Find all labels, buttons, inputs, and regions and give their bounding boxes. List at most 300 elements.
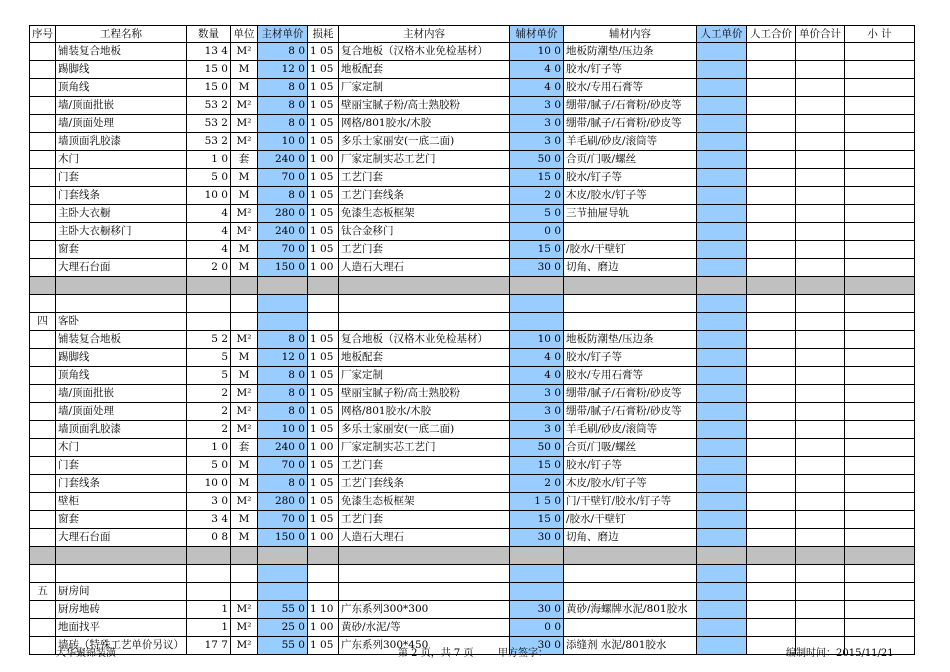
cell-loss: 1 05: [308, 97, 339, 115]
cell-labor-total: [747, 403, 796, 421]
cell-name: 铺装复合地板: [56, 43, 187, 61]
cell-seq: 五: [30, 583, 56, 601]
cell-loss: 1 05: [308, 61, 339, 79]
cell-labor-total: [747, 133, 796, 151]
cell-loss: 1 00: [308, 619, 339, 637]
cell-main-content: 地板配套: [339, 61, 510, 79]
cell-unit-total: [796, 151, 845, 169]
cell-subtotal: [845, 205, 915, 223]
cell-unit: M²: [231, 331, 258, 349]
table-row: [30, 349, 915, 367]
header-unit: 单位: [231, 26, 258, 43]
cell-qty: [187, 565, 231, 583]
cell-aux-content: 黄砂/海螺牌水泥/801胶水: [564, 601, 697, 619]
cell-labor-price: [697, 151, 747, 169]
cell-loss: [308, 295, 339, 313]
cell-labor-total: [747, 187, 796, 205]
cell-seq: [30, 601, 56, 619]
cell-loss: 1 10: [308, 601, 339, 619]
cell-unit-total: [796, 187, 845, 205]
cell-unit-total: [796, 295, 845, 313]
cell-unit: [231, 547, 258, 565]
cell-main-content: 免漆生态板框架: [339, 493, 510, 511]
cell-main-content: 网格/801胶水/木胶: [339, 115, 510, 133]
cell-unit-total: [796, 259, 845, 277]
cell-aux-content: [564, 313, 697, 331]
cell-seq: [30, 367, 56, 385]
cell-seq: [30, 133, 56, 151]
cell-seq: [30, 331, 56, 349]
cell-unit-total: [796, 367, 845, 385]
section-row: [30, 583, 915, 601]
cell-aux-content: 绷带/腻子/石膏粉/砂皮等: [564, 115, 697, 133]
cell-main-price: 25 0: [258, 619, 308, 637]
cell-main-content: 复合地板（汉格木业免检基材）: [339, 331, 510, 349]
cell-labor-total: [747, 367, 796, 385]
cell-labor-price: [697, 583, 747, 601]
cell-unit-total: [796, 601, 845, 619]
cell-aux-content: 门/干壁钉/胶水/钉子等: [564, 493, 697, 511]
cell-labor-price: [697, 565, 747, 583]
cell-subtotal: [845, 151, 915, 169]
cell-main-content: 工艺门套: [339, 241, 510, 259]
cell-main-content: 厂家定制实芯工艺门: [339, 151, 510, 169]
cell-aux-content: 切角、磨边: [564, 529, 697, 547]
cell-labor-price: [697, 601, 747, 619]
cell-seq: [30, 169, 56, 187]
table-row: [30, 79, 915, 97]
cell-labor-price: [697, 331, 747, 349]
cell-seq: [30, 547, 56, 565]
cell-name: 主卧大衣橱移门: [56, 223, 187, 241]
cell-subtotal: [845, 331, 915, 349]
cell-aux-price: 3 0: [510, 403, 564, 421]
cell-main-price: [258, 565, 308, 583]
cell-seq: [30, 205, 56, 223]
cell-name: 主卧大衣橱: [56, 205, 187, 223]
cell-main-price: [258, 277, 308, 295]
cell-unit: M²: [231, 637, 258, 655]
cell-main-price: 8 0: [258, 385, 308, 403]
cell-qty: 5 0: [187, 457, 231, 475]
cell-unit: M: [231, 457, 258, 475]
cell-labor-price: [697, 61, 747, 79]
cell-labor-total: [747, 547, 796, 565]
cell-aux-content: 木皮/胶水/钉子等: [564, 475, 697, 493]
cell-unit-total: [796, 529, 845, 547]
cell-seq: [30, 151, 56, 169]
table-row: [30, 97, 915, 115]
cell-main-price: 240 0: [258, 439, 308, 457]
cell-main-content: 多乐士家丽安(一底二面): [339, 133, 510, 151]
table-row: [30, 601, 915, 619]
cell-name: 墙/顶面处理: [56, 403, 187, 421]
cell-loss: 1 05: [308, 43, 339, 61]
cell-aux-content: 地板防潮垫/压边条: [564, 331, 697, 349]
cell-subtotal: [845, 493, 915, 511]
cell-unit-total: [796, 43, 845, 61]
cell-labor-total: [747, 439, 796, 457]
cell-loss: [308, 313, 339, 331]
table-row: [30, 205, 915, 223]
cell-main-price: 10 0: [258, 133, 308, 151]
cell-labor-total: [747, 475, 796, 493]
cell-unit: M: [231, 367, 258, 385]
cell-main-price: 280 0: [258, 205, 308, 223]
cell-aux-content: 三节抽屉导轨: [564, 205, 697, 223]
cell-labor-total: [747, 565, 796, 583]
cell-labor-total: [747, 529, 796, 547]
cell-main-content: [339, 313, 510, 331]
cell-loss: [308, 547, 339, 565]
cell-aux-content: 木皮/胶水/钉子等: [564, 187, 697, 205]
cell-subtotal: [845, 619, 915, 637]
cell-labor-price: [697, 349, 747, 367]
cell-aux-content: 胶水/专用石膏等: [564, 367, 697, 385]
cell-loss: 1 00: [308, 439, 339, 457]
cell-aux-price: 50 0: [510, 151, 564, 169]
cell-unit-total: [796, 565, 845, 583]
cell-name: 地面找平: [56, 619, 187, 637]
cell-qty: 5 0: [187, 169, 231, 187]
cell-unit-total: [796, 385, 845, 403]
cell-main-price: 12 0: [258, 349, 308, 367]
cell-labor-price: [697, 385, 747, 403]
cell-qty: [187, 295, 231, 313]
cell-main-price: 8 0: [258, 187, 308, 205]
cell-labor-price: [697, 421, 747, 439]
table-row: [30, 475, 915, 493]
cell-subtotal: [845, 295, 915, 313]
cell-unit-total: [796, 223, 845, 241]
table-row: [30, 439, 915, 457]
cell-subtotal: [845, 277, 915, 295]
table-row: [30, 43, 915, 61]
cell-aux-price: 4 0: [510, 349, 564, 367]
cell-aux-content: [564, 295, 697, 313]
cell-aux-price: 10 0: [510, 43, 564, 61]
cell-aux-price: [510, 277, 564, 295]
cell-main-price: 70 0: [258, 511, 308, 529]
cell-unit: M²: [231, 97, 258, 115]
cell-aux-price: 1 5 0: [510, 493, 564, 511]
cell-unit-total: [796, 61, 845, 79]
cell-labor-total: [747, 43, 796, 61]
cell-subtotal: [845, 313, 915, 331]
footer-sign: 甲方签字：: [498, 648, 548, 659]
cell-labor-total: [747, 601, 796, 619]
cell-seq: [30, 565, 56, 583]
cell-subtotal: [845, 259, 915, 277]
cell-main-price: [258, 313, 308, 331]
cell-name: [56, 277, 187, 295]
header-aux-content: 辅材内容: [564, 26, 697, 43]
cell-seq: [30, 259, 56, 277]
cell-name: 窗套: [56, 511, 187, 529]
cell-unit-total: [796, 277, 845, 295]
cell-main-content: 网格/801胶水/木胶: [339, 403, 510, 421]
cell-aux-price: 5 0: [510, 205, 564, 223]
table-row: [30, 259, 915, 277]
cell-loss: 1 05: [308, 385, 339, 403]
cell-subtotal: [845, 223, 915, 241]
cell-labor-price: [697, 115, 747, 133]
cell-aux-price: 15 0: [510, 457, 564, 475]
cell-subtotal: [845, 529, 915, 547]
cell-loss: 1 05: [308, 457, 339, 475]
table-row: [30, 457, 915, 475]
cell-unit-total: [796, 97, 845, 115]
cell-qty: 1: [187, 601, 231, 619]
cell-qty: 1 0: [187, 151, 231, 169]
cell-unit: M: [231, 259, 258, 277]
cell-aux-price: 10 0: [510, 331, 564, 349]
cell-qty: 1 0: [187, 439, 231, 457]
cell-unit: M²: [231, 43, 258, 61]
header-main-content: 主材内容: [339, 26, 510, 43]
cell-unit-total: [796, 79, 845, 97]
cell-main-price: 240 0: [258, 223, 308, 241]
cell-name: 顶角线: [56, 367, 187, 385]
spacer-row: [30, 565, 915, 583]
cell-aux-content: 绷带/腻子/石膏粉/砂皮等: [564, 97, 697, 115]
cell-name: 墙/顶面批嵌: [56, 385, 187, 403]
cell-unit-total: [796, 331, 845, 349]
cell-name: 门套: [56, 169, 187, 187]
cell-subtotal: [845, 439, 915, 457]
cell-qty: [187, 277, 231, 295]
cell-subtotal: [845, 403, 915, 421]
cell-aux-content: 胶水/钉子等: [564, 169, 697, 187]
cell-labor-total: [747, 331, 796, 349]
cell-main-content: 复合地板（汉格木业免检基材）: [339, 43, 510, 61]
cell-seq: [30, 439, 56, 457]
cell-main-content: 工艺门套线条: [339, 187, 510, 205]
cell-labor-price: [697, 169, 747, 187]
cell-labor-price: [697, 475, 747, 493]
cell-unit-total: [796, 493, 845, 511]
cell-aux-content: 添缝剂 水泥/801胶水: [564, 637, 697, 655]
cell-subtotal: [845, 115, 915, 133]
header-row: [30, 26, 915, 43]
cell-qty: 2: [187, 385, 231, 403]
cell-labor-total: [747, 223, 796, 241]
header-labor-total: 人工合价: [747, 26, 796, 43]
cell-aux-price: 15 0: [510, 241, 564, 259]
cell-aux-price: [510, 313, 564, 331]
cell-labor-total: [747, 115, 796, 133]
cell-labor-price: [697, 97, 747, 115]
table-row: [30, 367, 915, 385]
cell-main-price: 55 0: [258, 637, 308, 655]
header-seq: 序号: [30, 26, 56, 43]
cell-loss: 1 05: [308, 115, 339, 133]
cell-unit: M: [231, 187, 258, 205]
cell-labor-total: [747, 205, 796, 223]
cell-name: 厨房地砖: [56, 601, 187, 619]
cell-aux-price: [510, 295, 564, 313]
cell-unit: M²: [231, 619, 258, 637]
footer-date: 编制时间：2015/11/21: [786, 648, 894, 659]
cell-aux-price: 2 0: [510, 475, 564, 493]
cell-labor-price: [697, 79, 747, 97]
cell-loss: 1 00: [308, 151, 339, 169]
cell-aux-content: [564, 277, 697, 295]
cell-aux-content: 合页/门吸/螺丝: [564, 439, 697, 457]
cell-qty: 15 0: [187, 61, 231, 79]
cell-main-price: 10 0: [258, 421, 308, 439]
cell-labor-total: [747, 61, 796, 79]
cell-loss: 1 05: [308, 241, 339, 259]
cell-name: 墙砖（特殊工艺单价另议）: [56, 637, 187, 655]
cell-aux-price: 30 0: [510, 601, 564, 619]
cell-loss: 1 05: [308, 349, 339, 367]
cell-unit: [231, 313, 258, 331]
cell-main-content: 厂家定制: [339, 79, 510, 97]
cell-main-content: [339, 565, 510, 583]
cell-qty: 53 2: [187, 115, 231, 133]
cell-labor-price: [697, 223, 747, 241]
cell-seq: [30, 403, 56, 421]
cell-seq: [30, 79, 56, 97]
cell-main-content: 广东系列300*450: [339, 637, 510, 655]
header-aux-price: 辅材单价: [510, 26, 564, 43]
cell-loss: 1 05: [308, 331, 339, 349]
cell-labor-price: [697, 367, 747, 385]
cell-labor-total: [747, 457, 796, 475]
cell-qty: 5 2: [187, 331, 231, 349]
cell-labor-price: [697, 259, 747, 277]
cell-labor-price: [697, 313, 747, 331]
cell-aux-price: 4 0: [510, 61, 564, 79]
cell-subtotal: [845, 79, 915, 97]
cell-subtotal: [845, 583, 915, 601]
cell-aux-price: 0 0: [510, 223, 564, 241]
cell-seq: [30, 493, 56, 511]
cell-main-price: 150 0: [258, 259, 308, 277]
cell-aux-content: 胶水/专用石膏等: [564, 79, 697, 97]
cell-aux-price: [510, 583, 564, 601]
cell-main-price: [258, 295, 308, 313]
cell-name: 顶角线: [56, 79, 187, 97]
cell-qty: 2 0: [187, 259, 231, 277]
cell-name: 窗套: [56, 241, 187, 259]
cell-subtotal: [845, 601, 915, 619]
cell-name: 墙/顶面处理: [56, 115, 187, 133]
cell-qty: 53 2: [187, 133, 231, 151]
cell-unit-total: [796, 115, 845, 133]
cell-name: 踢脚线: [56, 61, 187, 79]
cell-main-content: 多乐士家丽安(一底二面): [339, 421, 510, 439]
cell-unit: [231, 565, 258, 583]
cell-aux-price: 30 0: [510, 529, 564, 547]
cell-unit-total: [796, 349, 845, 367]
cell-main-content: 工艺门套: [339, 457, 510, 475]
header-qty: 数量: [187, 26, 231, 43]
cell-main-price: 8 0: [258, 43, 308, 61]
cell-main-price: 70 0: [258, 457, 308, 475]
cell-unit: [231, 295, 258, 313]
cell-main-content: [339, 547, 510, 565]
cell-labor-total: [747, 79, 796, 97]
cell-unit: 套: [231, 151, 258, 169]
cell-labor-total: [747, 259, 796, 277]
cell-qty: [187, 583, 231, 601]
cell-name: 木门: [56, 439, 187, 457]
cell-labor-price: [697, 205, 747, 223]
cell-labor-price: [697, 403, 747, 421]
cell-unit-total: [796, 403, 845, 421]
cell-aux-price: 30 0: [510, 259, 564, 277]
cell-labor-price: [697, 619, 747, 637]
cell-qty: 53 2: [187, 97, 231, 115]
cell-subtotal: [845, 169, 915, 187]
cell-aux-price: 15 0: [510, 169, 564, 187]
cell-unit: M²: [231, 403, 258, 421]
cell-aux-price: 3 0: [510, 115, 564, 133]
cell-main-price: 8 0: [258, 115, 308, 133]
cell-subtotal: [845, 457, 915, 475]
header-main-price: 主材单价: [258, 26, 308, 43]
cell-aux-content: 绷带/腻子/石膏粉/砂皮等: [564, 385, 697, 403]
cell-loss: 1 05: [308, 223, 339, 241]
cell-aux-content: 合页/门吸/螺丝: [564, 151, 697, 169]
cell-seq: [30, 241, 56, 259]
cell-unit: M²: [231, 385, 258, 403]
cell-unit: M²: [231, 601, 258, 619]
cell-aux-content: [564, 619, 697, 637]
cell-loss: 1 05: [308, 511, 339, 529]
cell-main-content: 黄砂/水泥/等: [339, 619, 510, 637]
cell-main-content: 人造石大理石: [339, 529, 510, 547]
table-row: [30, 151, 915, 169]
quote-table: [29, 25, 915, 655]
cell-name: 大理石台面: [56, 259, 187, 277]
cell-name: 厨房间: [56, 583, 187, 601]
cell-seq: [30, 223, 56, 241]
cell-aux-content: 切角、磨边: [564, 259, 697, 277]
cell-name: 门套线条: [56, 475, 187, 493]
cell-labor-price: [697, 187, 747, 205]
header-unit-total: 单价合计: [796, 26, 845, 43]
cell-labor-price: [697, 241, 747, 259]
cell-aux-price: 30 0: [510, 637, 564, 655]
cell-main-content: [339, 583, 510, 601]
cell-seq: [30, 421, 56, 439]
cell-labor-price: [697, 511, 747, 529]
cell-labor-total: [747, 169, 796, 187]
cell-unit: M: [231, 511, 258, 529]
cell-name: [56, 547, 187, 565]
cell-unit-total: [796, 241, 845, 259]
cell-main-content: 广东系列300*300: [339, 601, 510, 619]
cell-seq: [30, 349, 56, 367]
cell-main-content: 免漆生态板框架: [339, 205, 510, 223]
table-row: [30, 223, 915, 241]
cell-seq: [30, 61, 56, 79]
cell-loss: 1 05: [308, 133, 339, 151]
cell-labor-total: [747, 583, 796, 601]
cell-labor-total: [747, 421, 796, 439]
cell-aux-content: [564, 565, 697, 583]
cell-unit: M²: [231, 133, 258, 151]
cell-unit-total: [796, 169, 845, 187]
cell-name: [56, 295, 187, 313]
cell-loss: 1 05: [308, 421, 339, 439]
cell-unit: M: [231, 349, 258, 367]
cell-main-content: 工艺门套: [339, 169, 510, 187]
cell-qty: 5: [187, 367, 231, 385]
